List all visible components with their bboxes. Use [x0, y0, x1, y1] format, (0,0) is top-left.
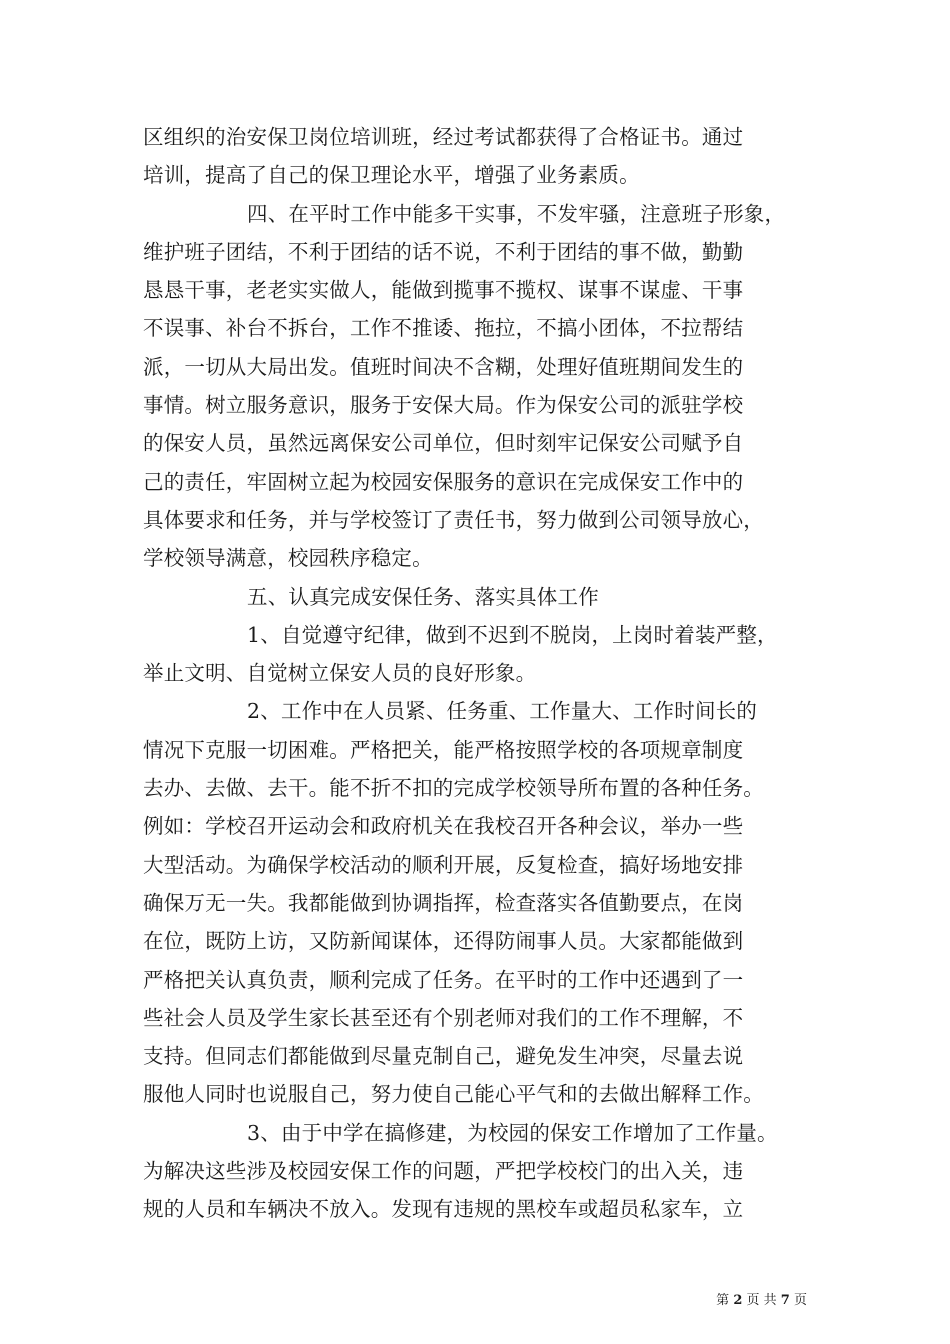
text-line: 区组织的治安保卫岗位培训班，经过考试都获得了合格证书。通过 — [143, 125, 744, 149]
footer-prefix: 第 — [716, 1293, 730, 1308]
text-line: 1、自觉遵守纪律，做到不迟到不脱岗，上岗时着装严整， — [247, 622, 778, 647]
total-pages-number: 7 — [780, 1293, 790, 1308]
text-line: 四、在平时工作中能多干实事，不发牢骚，注意班子形象， — [247, 201, 786, 226]
text-line: 3、由于中学在搞修建，为校园的保安工作增加了工作量。 — [247, 1120, 778, 1145]
text-line: 严格把关认真负责，顺利完成了任务。在平时的工作中还遇到了一 — [143, 967, 744, 992]
text-line: 具体要求和任务，并与学校签订了责任书，努力做到公司领导放心， — [143, 507, 764, 532]
text-line: 己的责任，牢固树立起为校园安保服务的意识在完成保安工作中的 — [143, 469, 744, 494]
document-body — [143, 118, 823, 1229]
text-line: 例如：学校召开运动会和政府机关在我校召开各种会议，举办一些 — [143, 814, 744, 839]
page-footer — [716, 1293, 807, 1309]
footer-suffix: 页 — [793, 1293, 807, 1308]
text-line: 服他人同时也说服自己，努力使自己能心平气和的去做出解释工作。 — [143, 1082, 764, 1107]
text-line: 去办、去做、去干。能不折不扣的完成学校领导所布置的各种任务。 — [143, 776, 764, 801]
text-line: 学校领导满意，校园秩序稳定。 — [143, 546, 433, 571]
text-line: 大型活动。为确保学校活动的顺利开展，反复检查，搞好场地安排 — [143, 852, 744, 877]
text-line: 事情。树立服务意识，服务于安保大局。作为保安公司的派驻学校 — [143, 393, 744, 418]
section-heading: 五、认真完成安保任务、落实具体工作 — [247, 584, 599, 609]
text-line: 不误事、补台不拆台，工作不推诿、拖拉，不搞小团体，不拉帮结 — [143, 316, 744, 341]
footer-middle: 页 共 — [746, 1293, 777, 1308]
text-line: 的保安人员，虽然远离保安公司单位，但时刻牢记保安公司赋予自 — [143, 431, 744, 456]
text-line: 在位，既防上访，又防新闻谋体，还得防闹事人员。大家都能做到 — [143, 929, 744, 954]
text-line: 些社会人员及学生家长甚至还有个别老师对我们的工作不理解，不 — [143, 1005, 744, 1030]
text-line: 支持。但同志们都能做到尽量克制自己，避免发生冲突，尽量去说 — [143, 1044, 744, 1069]
text-line: 维护班子团结，不利于团结的话不说，不利于团结的事不做，勤勤 — [143, 239, 744, 264]
text-line: 情况下克服一切困难。严格把关，能严格按照学校的各项规章制度 — [143, 737, 744, 762]
text-line: 确保万无一失。我都能做到协调指挥，检查落实各值勤要点，在岗 — [143, 890, 744, 915]
text-line: 恳恳干事，老老实实做人，能做到揽事不揽权、谋事不谋虚、干事 — [143, 278, 744, 303]
text-line: 派，一切从大局出发。值班时间决不含糊，处理好值班期间发生的 — [143, 354, 744, 379]
text-line: 规的人员和车辆决不放入。发现有违规的黑校车或超员私家车，立 — [143, 1197, 744, 1222]
current-page-number: 2 — [733, 1293, 743, 1308]
text-line: 举止文明、自觉树立保安人员的良好形象。 — [143, 661, 537, 686]
text-line: 2、工作中在人员紧、任务重、工作量大、工作时间长的 — [247, 699, 758, 724]
text-line: 培训，提高了自己的保卫理论水平，增强了业务素质。 — [143, 163, 640, 188]
text-line: 为解决这些涉及校园安保工作的问题，严把学校校门的出入关，违 — [143, 1159, 744, 1184]
